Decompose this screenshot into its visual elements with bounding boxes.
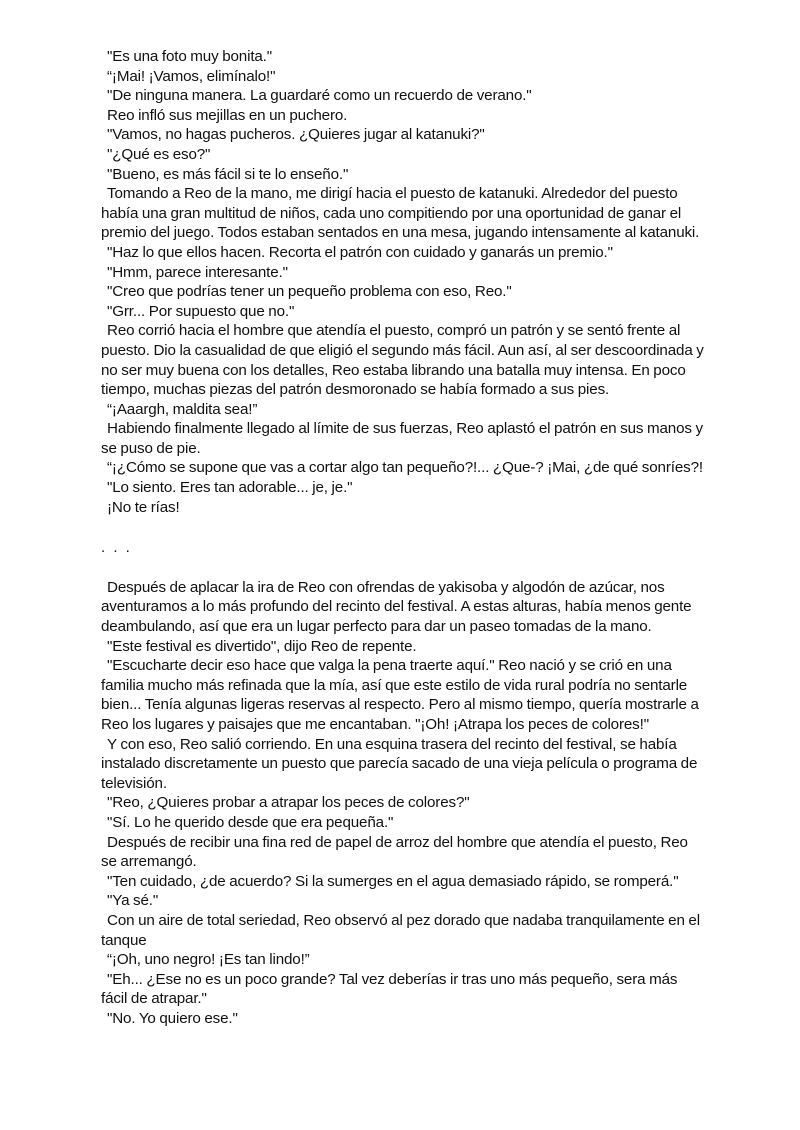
paragraph: "Sí. Lo he querido desde que era pequeña." <box>107 813 394 831</box>
paragraph: "Este festival es divertido", dijo Reo de repente. <box>107 637 417 655</box>
text-block-festival <box>101 578 704 1029</box>
paragraph: "No. Yo quiero ese." <box>107 1009 238 1027</box>
paragraph: Y con eso, Reo salió corriendo. En una esquina trasera del recinto del festival, se había instalado discretamente un puesto que parecía sacado de una vieja película o programa de televisión. <box>101 735 698 792</box>
paragraph: "¿Qué es eso?" <box>107 145 211 163</box>
paragraph: “¡Oh, uno negro! ¡Es tan lindo!” <box>107 951 310 969</box>
paragraph: “¡¿Cómo se supone que vas a cortar algo tan pequeño?!... ¿Que-? ¡Mai, ¿de qué sonríes?! <box>107 459 703 477</box>
paragraph: "Bueno, es más fácil si te lo enseño." <box>107 165 349 183</box>
paragraph: “¡Mai! ¡Vamos, elimínalo!" <box>107 67 276 85</box>
paragraph: "Hmm, parece interesante." <box>107 263 288 281</box>
paragraph: “¡Aaargh, maldita sea!” <box>107 400 258 418</box>
paragraph: Con un aire de total seriedad, Reo observó al pez dorado que nadaba tranquilamente en el tanque <box>101 911 700 949</box>
paragraph: "Haz lo que ellos hacen. Recorta el patrón con cuidado y ganarás un premio." <box>107 243 613 261</box>
paragraph: Reo corrió hacia el hombre que atendía el puesto, compró un patrón y se sentó frente al puesto. Dio la casualidad de que eligió el segundo más fácil. Aun así, al ser descoordinada y no ser muy buena con los detalles, Reo estaba librando una batalla muy intensa. En poco tiempo, muchas piezas del patrón desmoronado se había formado a sus pies. <box>101 322 704 399</box>
paragraph: "Vamos, no hagas pucheros. ¿Quieres jugar al katanuki?" <box>107 126 485 144</box>
paragraph: "Creo que podrías tener un pequeño problema con eso, Reo." <box>107 283 512 301</box>
text-block-katanuki <box>101 47 704 517</box>
paragraph: Tomando a Reo de la mano, me dirigí hacia el puesto de katanuki. Alrededor del puesto había una gran multitud de niños, cada uno compitiendo por una oportunidad de ganar el premio del juego. Todos estaban sentados en una mesa, jugando intensamente al katanuki. <box>101 185 700 242</box>
paragraph: Después de recibir una fina red de papel de arroz del hombre que atendía el puesto, Reo se arremangó. <box>101 833 688 871</box>
paragraph: "Ya sé." <box>107 892 159 910</box>
scene-separator: . . . <box>101 539 132 557</box>
paragraph: Después de aplacar la ira de Reo con ofrendas de yakisoba y algodón de azúcar, nos aventuramos a lo más profundo del recinto del festival. A estas alturas, había menos gente deambulando, así que era un lugar perfecto para dar un paseo tomadas de la mano. <box>101 578 692 636</box>
paragraph: "Es una foto muy bonita." <box>107 48 272 65</box>
paragraph: "De ninguna manera. La guardaré como un recuerdo de verano." <box>107 87 532 105</box>
paragraph: "Eh... ¿Ese no es un poco grande? Tal vez deberías ir tras uno más pequeño, sera más fácil de atrapar." <box>101 970 678 1008</box>
paragraph: Habiendo finalmente llegado al límite de sus fuerzas, Reo aplastó el patrón en sus manos y se puso de pie. <box>101 420 703 457</box>
paragraph: Reo infló sus mejillas en un puchero. <box>107 106 348 124</box>
paragraph: ¡No te rías! <box>107 498 180 516</box>
paragraph: "Escucharte decir eso hace que valga la pena traerte aquí." Reo nació y se crió en una familia mucho más refinada que la mía, así que este estilo de vida rural podría no sentarle bien... Tenía algunas ligeras reservas al respecto. Pero al mismo tiempo, quería mostrarle a Reo los lugares y paisajes que me encantaban. "¡Oh! ¡Atrapa los peces de colores!" <box>101 657 699 733</box>
paragraph: "Ten cuidado, ¿de acuerdo? Si la sumerges en el agua demasiado rápido, se romperá." <box>107 872 679 890</box>
paragraph: "Lo siento. Eres tan adorable... je, je." <box>107 479 353 497</box>
paragraph: "Grr... Por supuesto que no." <box>107 302 295 320</box>
paragraph: "Reo, ¿Quieres probar a atrapar los peces de colores?" <box>107 794 470 812</box>
